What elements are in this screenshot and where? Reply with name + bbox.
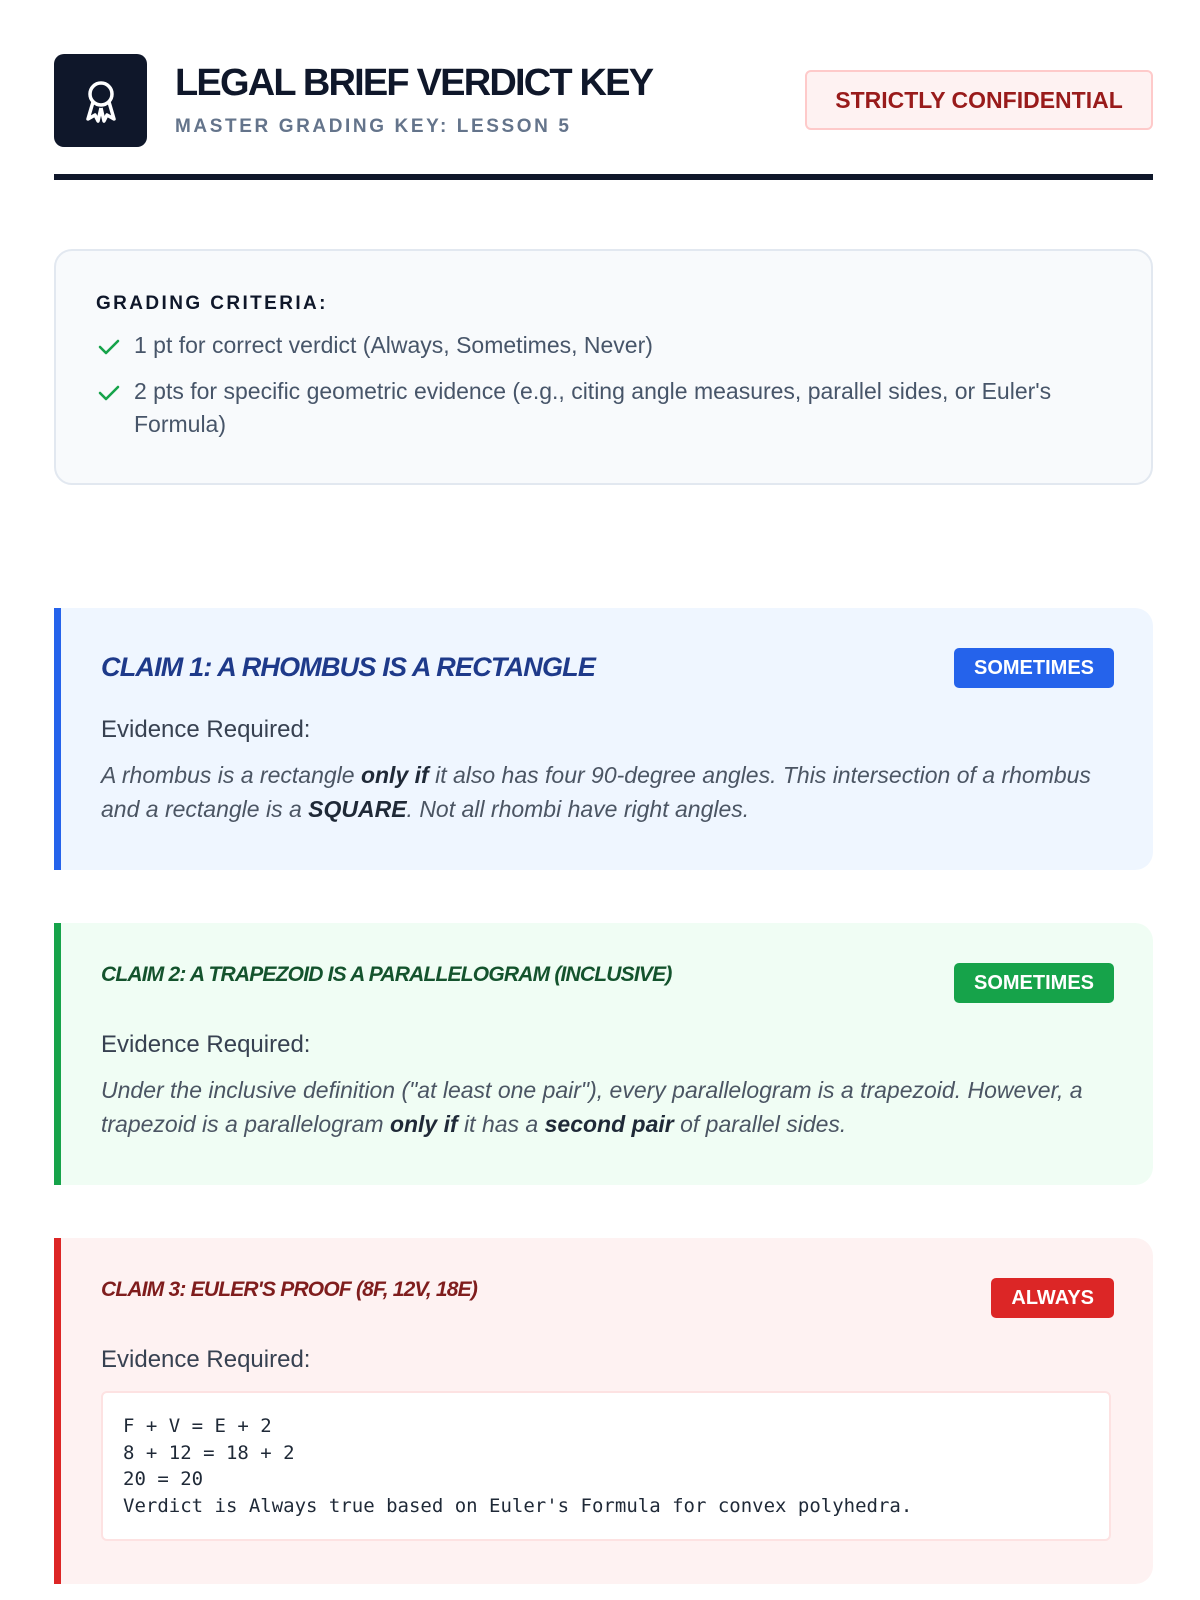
claim-title: CLAIM 3: EULER'S PROOF (8F, 12V, 18E) (101, 1278, 478, 1301)
grading-criteria-box (54, 249, 1153, 485)
code-line: Verdict is Always true based on Euler's Formula for convex polyhedra. (123, 1494, 913, 1517)
evidence-emphasis: only if (389, 1111, 458, 1137)
evidence-emphasis: SQUARE (308, 796, 407, 822)
claim-title: CLAIM 2: A TRAPEZOID IS A PARALLELOGRAM (INCLUSIVE) (101, 963, 672, 986)
verdict-badge: SOMETIMES (954, 963, 1114, 1003)
page-subtitle: MASTER GRADING KEY: LESSON 5 (175, 116, 572, 137)
evidence-label: Evidence Required: (101, 1031, 311, 1058)
claim-card (54, 923, 1153, 1185)
evidence-segment: Under the inclusive definition ("at least one pair"), every parallelogram is a trapezoid. However, a trapezoid is a parallelogram (101, 1077, 1083, 1137)
evidence-code-block (101, 1391, 1111, 1541)
page-title: LEGAL BRIEF VERDICT KEY (175, 62, 653, 104)
criteria-title: GRADING CRITERIA: (96, 293, 328, 314)
evidence-segment: of parallel sides. (673, 1111, 847, 1137)
evidence-segment: . Not all rhombi have right angles. (406, 796, 750, 822)
confidential-badge: STRICTLY CONFIDENTIAL (805, 70, 1153, 130)
evidence-text (101, 1073, 1091, 1141)
code-line: 8 + 12 = 18 + 2 (123, 1441, 295, 1464)
claim-card (54, 1238, 1153, 1584)
evidence-emphasis: only if (360, 762, 429, 788)
verdict-badge: SOMETIMES (954, 648, 1114, 688)
claim-title: CLAIM 1: A RHOMBUS IS A RECTANGLE (101, 652, 596, 682)
header-divider (54, 174, 1153, 180)
checkmark-icon (96, 333, 122, 359)
header (54, 54, 1153, 182)
evidence-emphasis: second pair (544, 1111, 674, 1137)
evidence-segment: A rhombus is a rectangle (101, 762, 361, 788)
code-line: 20 = 20 (123, 1468, 204, 1490)
verdict-badge: ALWAYS (991, 1278, 1114, 1318)
criteria-item (96, 329, 1096, 362)
criteria-item-text: 1 pt for correct verdict (Always, Sometimes, Never) (134, 332, 653, 358)
evidence-label: Evidence Required: (101, 716, 311, 743)
code-line: F + V = E + 2 (123, 1415, 272, 1437)
criteria-item (96, 375, 1096, 441)
evidence-segment: it has a (457, 1111, 545, 1137)
checkmark-icon (96, 379, 122, 405)
evidence-text (101, 758, 1091, 826)
evidence-label: Evidence Required: (101, 1346, 311, 1373)
criteria-item-text: 2 pts for specific geometric evidence (e.g., citing angle measures, parallel sides, or Euler's Formula) (134, 378, 1052, 437)
page (54, 54, 1153, 1517)
evidence-segment: it also has four 90-degree angles. This intersection of a rhombus and a rectangle is a (101, 762, 1091, 822)
award-ribbon-icon (54, 54, 147, 147)
claim-card (54, 608, 1153, 870)
